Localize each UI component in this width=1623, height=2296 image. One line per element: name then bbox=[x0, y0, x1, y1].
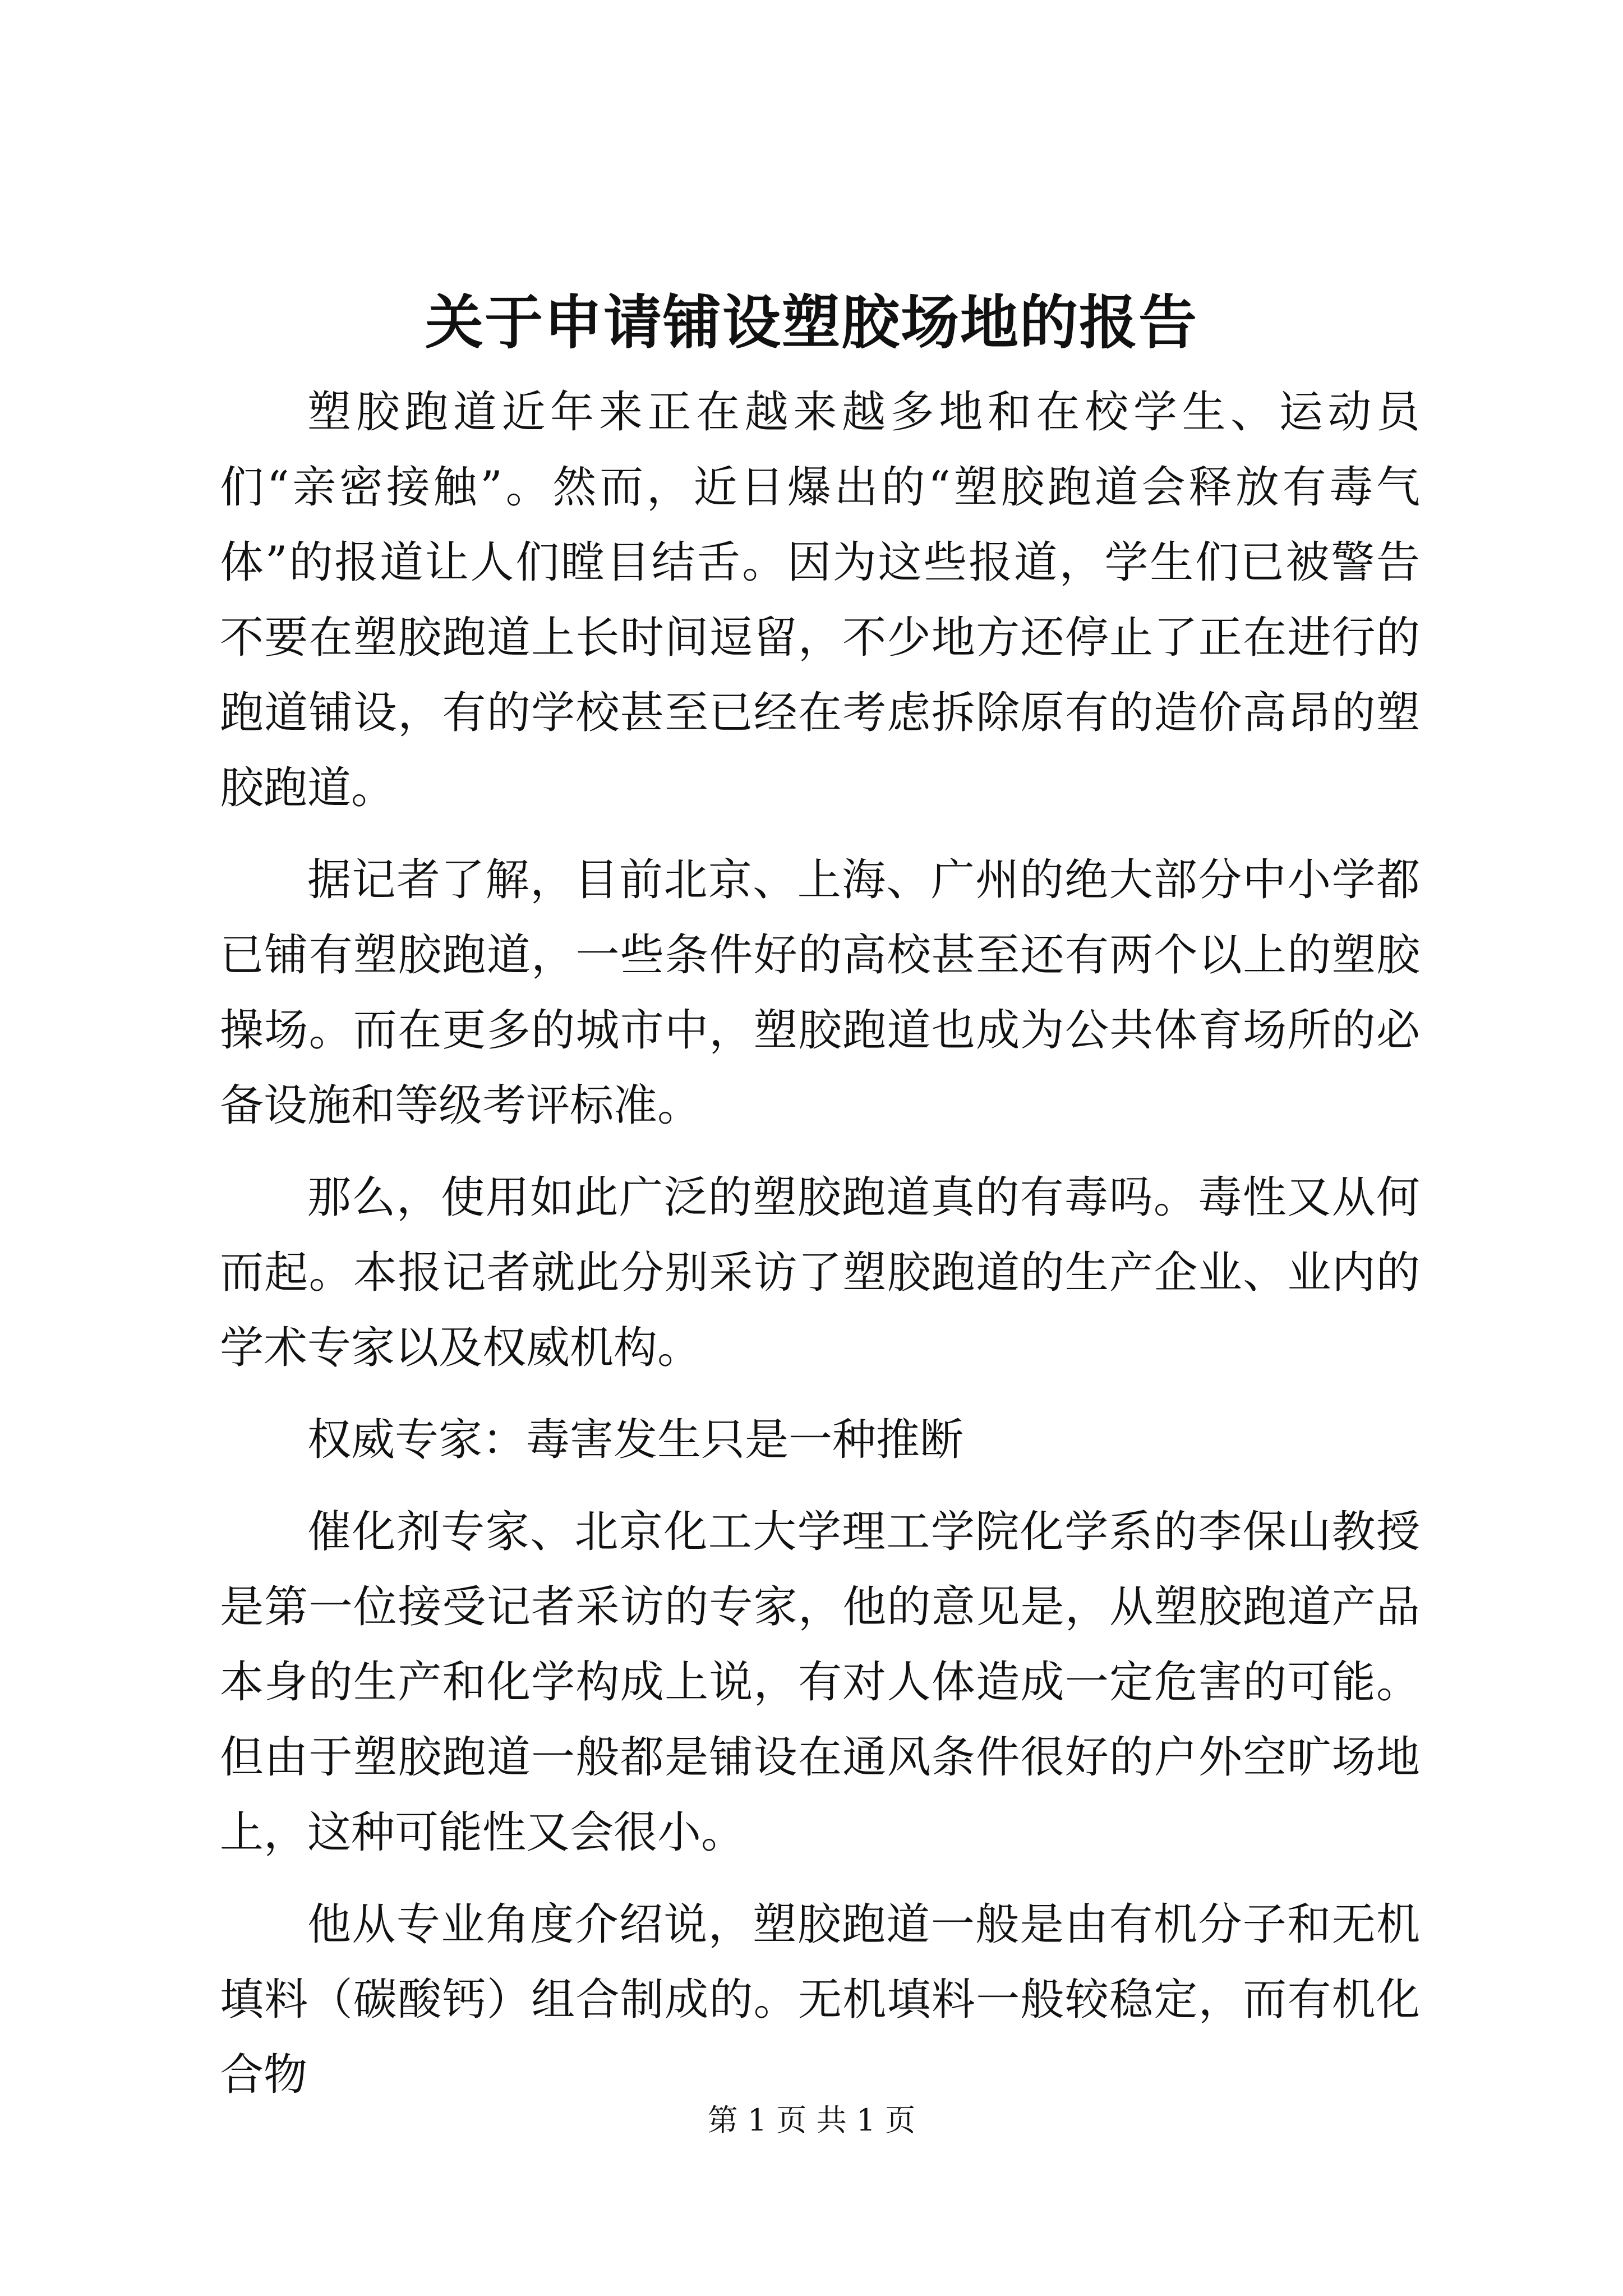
document-title: 关于申请铺设塑胶场地的报告 bbox=[425, 288, 1198, 357]
paragraph-5: 他从专业角度介绍说，塑胶跑道一般是由有机分子和无机填料（碳酸钙）组合制成的。无机填料一般较稳定，而有机化合物 bbox=[220, 1899, 1420, 2100]
paragraph-1: 塑胶跑道近年来正在越来越多地和在校学生、运动员们“亲密接触”。然而，近日爆出的“塑胶跑道会释放有毒气体”的报道让人们瞠目结舌。因为这些报道，学生们已被警告不要在塑胶跑道上长时间逗留，不少地方还停止了正在进行的跑道铺设，有的学校甚至已经在考虑拆除原有的造价高昂的塑胶跑道。 bbox=[220, 387, 1420, 813]
page-footer: 第 1 页 共 1 页 bbox=[707, 2102, 916, 2138]
section-subheading: 权威专家：毒害发生只是一种推断 bbox=[307, 1415, 964, 1465]
paragraph-2: 据记者了解，目前北京、上海、广州的绝大部分中小学都已铺有塑胶跑道，一些条件好的高校甚至还有两个以上的塑胶操场。而在更多的城市中，塑胶跑道也成为公共体育场所的必备设施和等级考评标准。 bbox=[220, 855, 1420, 1131]
paragraph-3: 那么，使用如此广泛的塑胶跑道真的有毒吗。毒性又从何而起。本报记者就此分别采访了塑胶跑道的生产企业、业内的学术专家以及权威机构。 bbox=[220, 1172, 1420, 1373]
document-body bbox=[220, 375, 1420, 2113]
paragraph-4: 催化剂专家、北京化工大学理工学院化学系的李保山教授是第一位接受记者采访的专家，他的意见是，从塑胶跑道产品本身的生产和化学构成上说，有对人体造成一定危害的可能。但由于塑胶跑道一般都是铺设在通风条件很好的户外空旷场地上，这种可能性又会很小。 bbox=[220, 1507, 1420, 1858]
